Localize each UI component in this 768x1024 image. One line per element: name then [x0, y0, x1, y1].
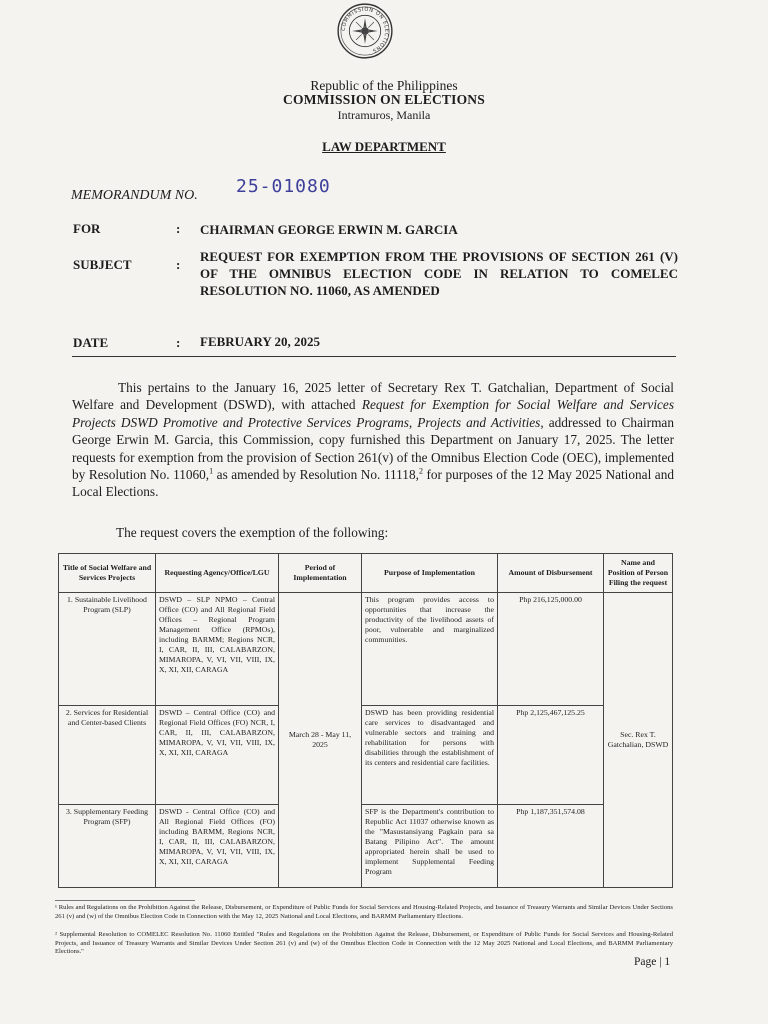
- department-name: LAW DEPARTMENT: [322, 139, 446, 154]
- memo-number-label: MEMORANDUM NO.: [71, 188, 198, 203]
- subject-value: REQUEST FOR EXEMPTION FROM THE PROVISIONS OF SECTION 261 (V) OF THE OMNIBUS ELECTION CODE IN RELATION TO COMELEC RESOLUTION NO. 11060, AS AMENDED: [200, 249, 678, 298]
- footnote-ref-1: 1: [209, 466, 214, 476]
- table-header-row: [59, 554, 673, 593]
- svg-text:COMMISSION ON ELECTIONS: COMMISSION ON ELECTIONS: [340, 6, 390, 54]
- footnote-2: ² Supplemental Resolution to COMELEC Resolution No. 11060 Entitled "Rules and Regulations on the Prohibition Against the Release, Disbursement, or Expenditure of Public Funds for Social Services and Housing-Related Projects, and Issuance of Treasury Warrants and Similar Devices Under Section 261 (v) and (w) of the Omnibus Election Code in Connection with the 12 May 2025 National and Local Elections, and BARMM Parliamentary Elections.": [55, 931, 673, 956]
- header-period: Period of Implementation: [279, 554, 362, 593]
- disbursement-amount: Php 2,125,467,125.25: [498, 706, 604, 805]
- subject-colon: :: [176, 257, 181, 272]
- body-paragraph: This pertains to the January 16, 2025 letter of Secretary Rex T. Gatchalian, Department of Social Welfare and Development (DSWD), with attached Request for Exemption for Social Welfare and Services Projects DSWD Promotive and Protective Services Programs, Projects and Activities, addressed to Chairman George Erwin M. Garcia, this Commission, copy furnished this Department on January 17, 2025. The letter requests for exemption from the provision of Section 261(v) of the Omnibus Election Code (OEC), implemented by Resolution No. 11060,$^1$ as amended by Resolution No. 11118,$^2$ for purposes of the 12 May 2025 National and Local Elections.: [72, 380, 674, 500]
- implementation-period: March 28 - May 11, 2025: [279, 593, 362, 888]
- footnote-ref-2: 2: [418, 466, 423, 476]
- date-label: DATE: [73, 335, 109, 350]
- header-filer: Name and Position of Person Filing the request: [604, 554, 673, 593]
- project-title: 1. Sustainable Livelihood Program (SLP): [59, 593, 156, 706]
- header-agency: Requesting Agency/Office/LGU: [156, 554, 279, 593]
- purpose: This program provides access to opportunities that increase the productivity of the livelihood assets of poor, vulnerable and marginalized communities.: [362, 593, 498, 706]
- requesting-agency: DSWD – SLP NPMO – Central Office (CO) and All Regional Field Offices – Regional Program Management Office (RPMOs), including BARMM; Regions NCR, I, CAR, II, III, CALABARZON, MIMAROPA, V, VI, VII, VIII, IX, X, XI, XII, CARAGA: [156, 593, 279, 706]
- project-title: 3. Supplementary Feeding Program (SFP): [59, 805, 156, 888]
- exemption-table: [58, 553, 673, 888]
- footnote-1: ¹ Rules and Regulations on the Prohibition Against the Release, Disbursement, or Expenditure of Public Funds for Social Services and Housing-Related Projects, and Issuance of Treasury Warrants and Similar Devices Under Sections 261 (v) and (w) of the Omnibus Election Code in Connection with the May 12, 2025 National and Local Elections, and BARMM Parliamentary Elections.: [55, 904, 673, 920]
- disbursement-amount: Php 1,187,351,574.08: [498, 805, 604, 888]
- covers-sentence: The request covers the exemption of the following:: [116, 525, 389, 540]
- date-colon: :: [176, 335, 181, 350]
- republic-line: Republic of the Philippines: [310, 78, 458, 93]
- footnote-divider: [55, 900, 195, 901]
- purpose: DSWD has been providing residential care services to disadvantaged and vulnerable sectors and training and rehabilitation for persons with disabilities through the establishment of its centers and residential care facilities.: [362, 706, 498, 805]
- header-amount: Amount of Disbursement: [498, 554, 604, 593]
- disbursement-amount: Php 216,125,000.00: [498, 593, 604, 706]
- for-colon: :: [176, 221, 181, 236]
- page-number: Page | 1: [634, 956, 671, 968]
- memo-number-stamp: 25-01080: [236, 176, 331, 197]
- date-value: FEBRUARY 20, 2025: [200, 334, 321, 349]
- header-purpose: Purpose of Implementation: [362, 554, 498, 593]
- header-title: Title of Social Welfare and Services Projects: [59, 554, 156, 593]
- for-value: CHAIRMAN GEORGE ERWIN M. GARCIA: [200, 222, 458, 237]
- table-row: [59, 805, 673, 888]
- for-label: FOR: [73, 221, 101, 236]
- header-divider: [72, 356, 676, 357]
- agency-location: Intramuros, Manila: [337, 108, 431, 122]
- filer-name: Sec. Rex T. Gatchalian, DSWD: [604, 593, 673, 888]
- project-title: 2. Services for Residential and Center-based Clients: [59, 706, 156, 805]
- subject-label: SUBJECT: [73, 257, 132, 272]
- requesting-agency: DSWD - Central Office (CO) and All Regional Field Offices (FO) including BARMM, Regions NCR, I, CAR, II, III, CALABARZON, MIMAROPA, V, VI, VII, VIII, IX, X, XI, XII, CARAGA: [156, 805, 279, 888]
- requesting-agency: DSWD – Central Office (CO) and Regional Field Offices (FO) NCR, I, CAR, II, III, CALABARZON, MIMAROPA, V, VI, VII, VIII, IX, X, XI, XII, CARAGA: [156, 706, 279, 805]
- agency-name: COMMISSION ON ELECTIONS: [283, 92, 485, 107]
- table-row: [59, 593, 673, 706]
- comelec-seal-icon: [337, 3, 393, 59]
- table-row: [59, 706, 673, 805]
- purpose: SFP is the Department's contribution to Republic Act 11037 otherwise known as the "Masustansiyang Pagkain para sa Batang Pilipino Act". The amount appropriated herein shall be used to implement Supplemental Feeding Program: [362, 805, 498, 888]
